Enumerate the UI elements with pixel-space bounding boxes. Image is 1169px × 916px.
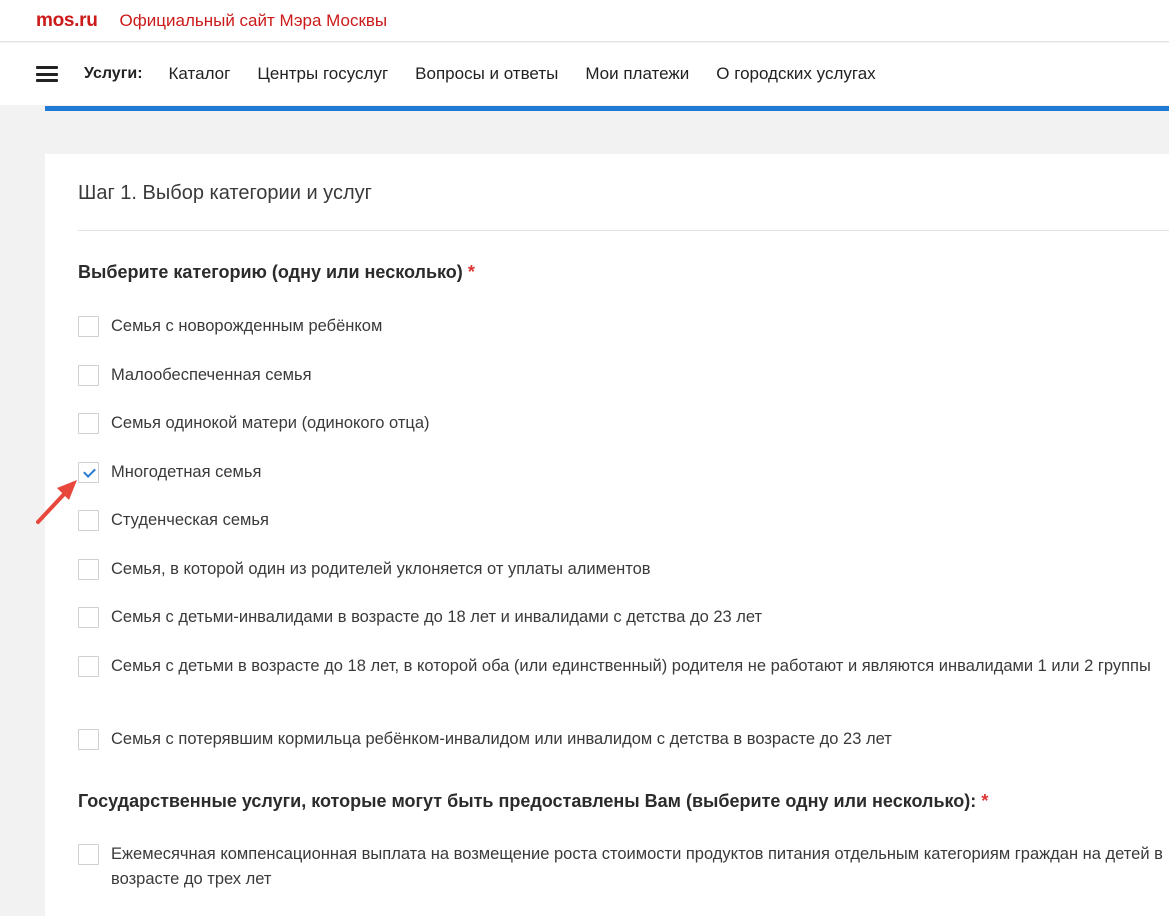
site-title[interactable]: Официальный сайт Мэра Москвы <box>119 10 388 30</box>
checkbox[interactable] <box>78 413 99 434</box>
category-option-newborn[interactable] <box>78 316 1163 339</box>
nav-link-about-services[interactable]: О городских услугах <box>716 64 876 83</box>
category-option-single-parent[interactable] <box>78 413 1163 436</box>
divider <box>78 230 1169 231</box>
top-bar <box>0 0 1169 42</box>
category-option-student[interactable] <box>78 510 1163 533</box>
required-mark: * <box>467 262 475 282</box>
category-option-lost-breadwinner[interactable] <box>78 729 1163 752</box>
option-label: Семья одинокой матери (одинокого отца) <box>111 414 430 432</box>
checkbox[interactable] <box>78 559 99 580</box>
option-label: Малообеспеченная семья <box>111 366 312 384</box>
option-label: Ежемесячная компенсационная выплата на возмещение роста стоимости продуктов питания отдельным категориям граждан на детей в возрасте до трех лет <box>111 845 1163 888</box>
nav-links <box>169 64 903 84</box>
category-option-large-family[interactable] <box>78 462 1163 485</box>
option-label: Семья, в которой один из родителей уклоняется от уплаты алиментов <box>111 560 651 578</box>
accent-divider <box>45 106 1169 111</box>
option-label: Многодетная семья <box>111 463 262 481</box>
nav-link-my-payments[interactable]: Мои платежи <box>585 64 690 83</box>
services-title-text: Государственные услуги, которые могут быть предоставлены Вам (выберите одну или несколько): <box>78 791 977 811</box>
categories-title-text: Выберите категорию (одну или несколько) <box>78 262 463 282</box>
annotation-arrow-icon <box>33 476 83 526</box>
services-nav <box>0 43 1169 105</box>
service-option-food-compensation[interactable] <box>78 844 1163 892</box>
checkbox[interactable] <box>78 844 99 865</box>
form-card <box>45 154 1169 916</box>
step-title: Шаг 1. Выбор категории и услуг <box>78 182 372 204</box>
site-logo[interactable]: mos.ru <box>36 9 98 31</box>
hamburger-menu-icon[interactable] <box>36 66 58 82</box>
checkbox[interactable] <box>78 729 99 750</box>
option-label: Семья с потерявшим кормильца ребёнком-инвалидом или инвалидом с детства в возрасте до 23 лет <box>111 730 892 748</box>
checkbox[interactable] <box>78 656 99 677</box>
option-label: Семья с новорожденным ребёнком <box>111 317 383 335</box>
category-option-disabled-parents[interactable] <box>78 656 1163 679</box>
category-option-low-income[interactable] <box>78 365 1163 388</box>
option-label: Студенческая семья <box>111 511 269 529</box>
nav-link-faq[interactable]: Вопросы и ответы <box>415 64 559 83</box>
checkbox[interactable] <box>78 607 99 628</box>
checkbox[interactable] <box>78 365 99 386</box>
nav-link-catalog[interactable]: Каталог <box>168 64 231 83</box>
nav-label: Услуги: <box>84 65 143 82</box>
required-mark: * <box>981 791 989 811</box>
nav-link-service-centers[interactable]: Центры госуслуг <box>257 64 389 83</box>
category-option-alimony[interactable] <box>78 559 1163 582</box>
services-title <box>78 791 988 812</box>
category-option-disabled-children[interactable] <box>78 607 1163 630</box>
option-label: Семья с детьми-инвалидами в возрасте до 18 лет и инвалидами с детства до 23 лет <box>111 608 763 626</box>
categories-title <box>78 262 475 283</box>
option-label: Семья с детьми в возрасте до 18 лет, в которой оба (или единственный) родителя не работают и являются инвалидами 1 или 2 группы <box>111 657 1151 675</box>
checkbox[interactable] <box>78 316 99 337</box>
